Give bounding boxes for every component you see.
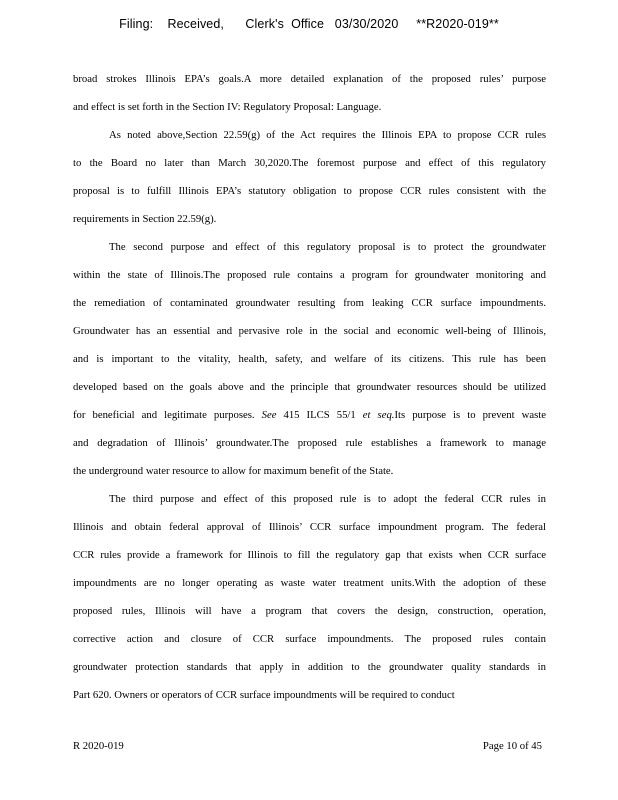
body-text-line: and degradation of Illinois’ groundwater.The proposed rule establishes a framework to manage — [73, 437, 546, 449]
body-text-line: the remediation of contaminated groundwater resulting from leaking CCR surface impoundments. — [73, 297, 546, 309]
body-text-line: within the state of Illinois.The proposed rule contains a program for groundwater monitoring and — [73, 269, 546, 281]
body-text-line: The second purpose and effect of this regulatory proposal is to protect the groundwater — [109, 241, 546, 253]
body-text-line: for beneficial and legitimate purposes. See 415 ILCS 55/1 et seq.Its purpose is to prevent waste — [73, 409, 546, 421]
footer-page-number: Page 10 of 45 — [482, 740, 542, 752]
body-text-line: As noted above,Section 22.59(g) of the Act requires the Illinois EPA to propose CCR rules — [109, 129, 546, 141]
body-text-line: Part 620. Owners or operators of CCR surface impoundments will be required to conduct — [73, 689, 455, 701]
body-text-line: broad strokes Illinois EPA’s goals.A more detailed explanation of the proposed rules’ purpose — [73, 73, 546, 85]
footer-docket: R 2020-019 — [73, 740, 124, 752]
body-text-line: groundwater protection standards that apply in addition to the groundwater quality standards in — [73, 661, 546, 673]
body-text-line: proposal is to fulfill Illinois EPA’s statutory obligation to propose CCR rules consistent with the — [73, 185, 546, 197]
body-text-line: requirements in Section 22.59(g). — [73, 213, 217, 225]
body-text-line: developed based on the goals above and the principle that groundwater resources should be utilized — [73, 381, 546, 393]
body-text-line: The third purpose and effect of this proposed rule is to adopt the federal CCR rules in — [109, 493, 546, 505]
body-text-line: the underground water resource to allow for maximum benefit of the State. — [73, 465, 394, 477]
body-text-line: impoundments are no longer operating as waste water treatment units.With the adoption of these — [73, 577, 546, 589]
body-text-line: CCR rules provide a framework for Illinois to fill the regulatory gap that exists when CCR surface — [73, 549, 546, 561]
filing-header: Filing: Received, Clerk's Office 03/30/2020 **R2020-019** — [119, 17, 499, 31]
body-text-line: corrective action and closure of CCR surface impoundments. The proposed rules contain — [73, 633, 546, 645]
body-text-line: Illinois and obtain federal approval of Illinois’ CCR surface impoundment program. The federal — [73, 521, 546, 533]
body-text-line: and is important to the vitality, health, safety, and welfare of its citizens. This rule has been — [73, 353, 546, 365]
body-text-line: and effect is set forth in the Section IV: Regulatory Proposal: Language. — [73, 101, 382, 113]
body-text-line: proposed rules, Illinois will have a program that covers the design, construction, operation, — [73, 605, 546, 617]
body-text-line: Groundwater has an essential and pervasive role in the social and economic well-being of Illinois, — [73, 325, 546, 337]
body-text-line: to the Board no later than March 30,2020.The foremost purpose and effect of this regulatory — [73, 157, 546, 169]
